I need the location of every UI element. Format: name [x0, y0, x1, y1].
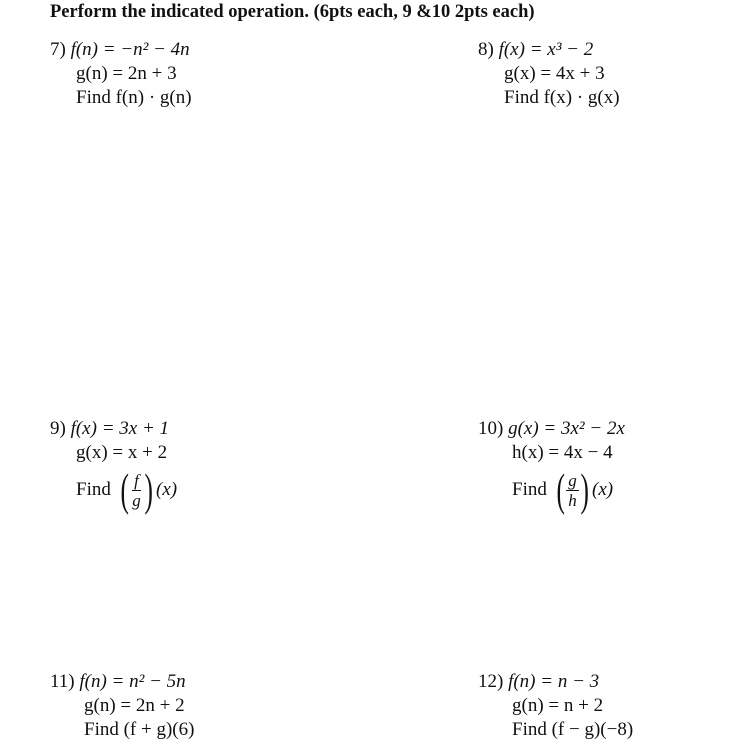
problem-9-argument: (x) — [156, 479, 178, 500]
problem-9 — [50, 417, 177, 513]
problem-9-number: 9) — [50, 418, 66, 439]
problem-10-line1 — [478, 417, 625, 441]
problem-10-number: 10) — [478, 418, 504, 439]
problem-10-g-def: g(x) = 3x² − 2x — [508, 418, 625, 439]
problem-12 — [478, 670, 633, 742]
problem-10-h-def: h(x) = 4x − 4 — [512, 442, 613, 463]
left-paren: ( — [556, 464, 565, 515]
problem-8-line1 — [478, 38, 620, 62]
problem-7-line1 — [50, 38, 192, 62]
problem-9-find — [50, 464, 178, 515]
problem-11-f-def: f(n) = n² − 5n — [79, 671, 186, 692]
problem-10-find — [478, 464, 625, 515]
problem-9-quotient — [117, 464, 178, 515]
problem-8-find: Find f(x) · g(x) — [504, 87, 620, 108]
problem-10-fraction — [566, 471, 579, 510]
problem-12-number: 12) — [478, 671, 504, 692]
problem-9-g-def: g(x) = x + 2 — [76, 442, 168, 463]
problem-11-number: 11) — [50, 671, 75, 692]
fraction-denominator: h — [568, 490, 577, 510]
problem-9-line1 — [50, 417, 177, 441]
problem-8-number: 8) — [478, 39, 494, 60]
problem-7-g-def: g(n) = 2n + 3 — [76, 63, 177, 84]
fraction-numerator: g — [568, 470, 577, 490]
right-paren: ) — [144, 464, 153, 515]
problem-10 — [478, 417, 625, 513]
problem-7-number: 7) — [50, 39, 66, 60]
problem-8 — [478, 38, 620, 110]
problem-10-quotient — [553, 464, 614, 515]
problem-8-f-def: f(x) = x³ − 2 — [498, 39, 594, 60]
problem-12-f-def: f(n) = n − 3 — [508, 671, 600, 692]
problem-7 — [50, 38, 192, 110]
problem-12-g-def: g(n) = n + 2 — [512, 695, 604, 716]
problem-7-f-def: f(n) = −n² − 4n — [70, 39, 190, 60]
problem-9-fraction — [130, 471, 143, 510]
page-heading: Perform the indicated operation. (6pts each, 9 &10 2pts each) — [50, 2, 535, 22]
problem-7-find: Find f(n) · g(n) — [76, 87, 192, 108]
problem-11-g-def: g(n) = 2n + 2 — [84, 695, 185, 716]
problem-8-g-def: g(x) = 4x + 3 — [504, 63, 605, 84]
fraction-numerator: f — [134, 470, 139, 490]
fraction-denominator: g — [132, 490, 141, 510]
problem-12-find: Find (f − g)(−8) — [512, 719, 634, 740]
left-paren: ( — [120, 464, 129, 515]
right-paren: ) — [580, 464, 589, 515]
problem-10-find-label: Find — [512, 479, 547, 500]
problem-11-find: Find (f + g)(6) — [84, 719, 195, 740]
problem-9-find-label: Find — [76, 479, 111, 500]
problem-11 — [50, 670, 194, 742]
problem-12-line1 — [478, 670, 633, 694]
problem-9-f-def: f(x) = 3x + 1 — [70, 418, 170, 439]
problem-10-argument: (x) — [592, 479, 614, 500]
problem-11-line1 — [50, 670, 194, 694]
